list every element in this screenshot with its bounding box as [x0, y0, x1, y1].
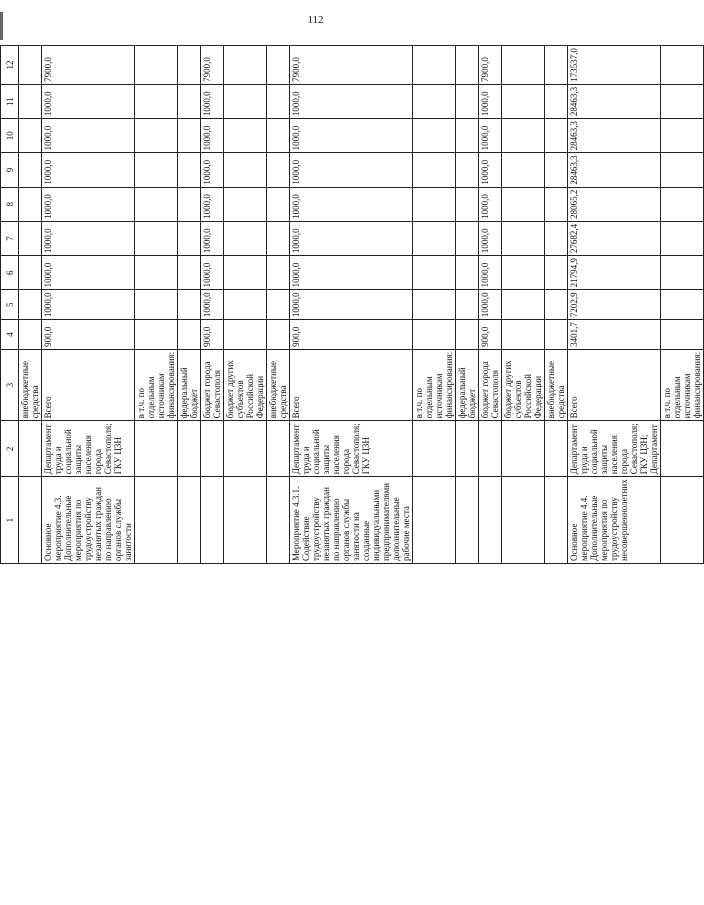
table-cell-col-12	[413, 46, 456, 85]
table-cell-col-7: 27682,4	[568, 221, 661, 255]
table-cell-col-6	[267, 256, 290, 290]
table-cell-col-7	[224, 221, 267, 255]
table-row	[413, 46, 456, 564]
table-cell-col-10: 1000,0	[290, 119, 413, 153]
table-cell-col-11	[456, 84, 479, 118]
table-cell-col-3: бюджет города Севастополя	[201, 349, 224, 420]
table-cell-col-2	[178, 421, 201, 477]
table-cell-col-7	[456, 221, 479, 255]
table-cell-col-5	[545, 290, 568, 320]
table-cell-col-2	[456, 421, 479, 477]
table-cell-col-9	[19, 153, 42, 187]
table-cell-col-9: 1000,0	[290, 153, 413, 187]
table-cell-col-4	[545, 320, 568, 350]
table-cell-col-12	[456, 46, 479, 85]
table-cell-col-7: 1000,0	[201, 221, 224, 255]
table-cell-col-6	[224, 256, 267, 290]
table-row	[135, 46, 178, 564]
table-cell-col-4	[661, 320, 704, 350]
table-cell-col-5: 1000,0	[290, 290, 413, 320]
column-header-2: 2	[1, 421, 19, 477]
table-cell-col-6: 1000,0	[201, 256, 224, 290]
column-header-12: 12	[1, 46, 19, 85]
table-cell-col-12: 7900,0	[290, 46, 413, 85]
table-cell-col-3: федеральный бюджет	[456, 349, 479, 420]
table-cell-col-11: 1000,0	[479, 84, 502, 118]
table-cell-col-7	[267, 221, 290, 255]
table-cell-col-8: 1000,0	[42, 187, 135, 221]
table-cell-col-1	[224, 477, 267, 564]
table-cell-col-12	[545, 46, 568, 85]
table-cell-col-9	[502, 153, 545, 187]
table-cell-col-11: 1000,0	[42, 84, 135, 118]
table-cell-col-1	[456, 477, 479, 564]
table-cell-col-8: 1000,0	[201, 187, 224, 221]
column-header-6: 6	[1, 256, 19, 290]
table-row	[290, 46, 413, 564]
table-cell-col-9	[224, 153, 267, 187]
table-cell-col-9: 1000,0	[201, 153, 224, 187]
table-cell-col-1	[135, 477, 178, 564]
table-cell-col-2	[479, 421, 502, 477]
table-cell-col-8	[456, 187, 479, 221]
table-cell-col-3: внебюджетные средства	[545, 349, 568, 420]
table-cell-col-6	[135, 256, 178, 290]
table-cell-col-5	[456, 290, 479, 320]
table-cell-col-3: бюджет других субъектов Российской Федерации	[224, 349, 267, 420]
table-cell-col-1	[413, 477, 456, 564]
table-cell-col-12	[267, 46, 290, 85]
table-cell-col-7	[135, 221, 178, 255]
table-cell-col-10: 1000,0	[479, 119, 502, 153]
table-cell-col-8	[19, 187, 42, 221]
table-cell-col-3: Всего	[568, 349, 661, 420]
table-cell-col-1	[661, 477, 704, 564]
table-cell-col-6	[456, 256, 479, 290]
table-cell-col-1	[267, 477, 290, 564]
column-header-9: 9	[1, 153, 19, 187]
table-cell-col-3: бюджет других субъектов Российской Федерации	[502, 349, 545, 420]
table-cell-col-7	[19, 221, 42, 255]
table-cell-col-9: 28463,3	[568, 153, 661, 187]
table-cell-col-9	[178, 153, 201, 187]
table-cell-col-2	[224, 421, 267, 477]
table-cell-col-11: 28463,3	[568, 84, 661, 118]
table-row	[267, 46, 290, 564]
table-row	[502, 46, 545, 564]
table-cell-col-4: 3401,7	[568, 320, 661, 350]
table-cell-col-10	[545, 119, 568, 153]
table-cell-col-5	[502, 290, 545, 320]
table-cell-col-7	[178, 221, 201, 255]
table-cell-col-12	[661, 46, 704, 85]
table-cell-col-12	[178, 46, 201, 85]
table-cell-col-2	[661, 421, 704, 477]
table-cell-col-8: 1000,0	[479, 187, 502, 221]
table-row	[19, 46, 42, 564]
table-cell-col-10: 1000,0	[42, 119, 135, 153]
table-cell-col-8: 1000,0	[290, 187, 413, 221]
table-row	[42, 46, 135, 564]
column-header-5: 5	[1, 290, 19, 320]
table-cell-col-6	[19, 256, 42, 290]
table-cell-col-5	[267, 290, 290, 320]
page-number: 112	[307, 14, 324, 26]
column-header-4: 4	[1, 320, 19, 350]
table-cell-col-4	[19, 320, 42, 350]
table-cell-col-8	[413, 187, 456, 221]
table-cell-col-6	[661, 256, 704, 290]
table-cell-col-10	[178, 119, 201, 153]
table-cell-col-4: 900,0	[42, 320, 135, 350]
table-cell-col-10	[661, 119, 704, 153]
table-cell-col-10	[456, 119, 479, 153]
table-cell-col-7	[502, 221, 545, 255]
table-cell-col-11	[135, 84, 178, 118]
table-cell-col-3: внебюджетные средства	[19, 349, 42, 420]
table-cell-col-11	[19, 84, 42, 118]
table-cell-col-7	[413, 221, 456, 255]
table-cell-col-5	[413, 290, 456, 320]
column-header-11: 11	[1, 84, 19, 118]
table-cell-col-12	[502, 46, 545, 85]
table-cell-col-3: в т.ч. по отдельным источникам финансирования:	[135, 349, 178, 420]
table-cell-col-12: 7900,0	[479, 46, 502, 85]
table-cell-col-7	[545, 221, 568, 255]
table-cell-col-5: 1000,0	[42, 290, 135, 320]
table-row	[661, 46, 704, 564]
table-row	[201, 46, 224, 564]
table-cell-col-3: федеральный бюджет	[178, 349, 201, 420]
table-cell-col-12: 7900,0	[201, 46, 224, 85]
table-cell-col-5	[19, 290, 42, 320]
table-cell-col-5	[224, 290, 267, 320]
table-cell-col-2	[267, 421, 290, 477]
table-cell-col-9	[267, 153, 290, 187]
table-row	[479, 46, 502, 564]
table-cell-col-4	[178, 320, 201, 350]
table-cell-col-10	[502, 119, 545, 153]
table-cell-col-9	[661, 153, 704, 187]
table-cell-col-3: Всего	[290, 349, 413, 420]
table-cell-col-8: 28065,2	[568, 187, 661, 221]
table-cell-col-2: Департамент труда и социальной защиты населения города Севастополя; ГКУ ЦЗН	[290, 421, 413, 477]
table-cell-col-5: 7202,9	[568, 290, 661, 320]
table-cell-col-1: Основное мероприятие 4.4. Дополнительные мероприятия по трудоустройству несовершеннолетних	[568, 477, 661, 564]
table-row	[568, 46, 661, 564]
table-row	[545, 46, 568, 564]
table-cell-col-9	[135, 153, 178, 187]
table-cell-col-2	[502, 421, 545, 477]
table-cell-col-2	[135, 421, 178, 477]
table-cell-col-10	[135, 119, 178, 153]
table-cell-col-5: 1000,0	[479, 290, 502, 320]
table-cell-col-4	[267, 320, 290, 350]
table-row	[456, 46, 479, 564]
table-cell-col-12	[19, 46, 42, 85]
table-cell-col-5	[135, 290, 178, 320]
table-cell-col-6: 1000,0	[290, 256, 413, 290]
budget-table	[0, 45, 704, 564]
table-cell-col-1	[545, 477, 568, 564]
table-cell-col-2: Департамент труда и социальной защиты населения города Севастополя; ГКУ ЦЗН; Департамент	[568, 421, 661, 477]
table-cell-col-3: в т.ч. по отдельным источникам финансирования:	[661, 349, 704, 420]
table-row	[224, 46, 267, 564]
table-cell-col-9: 1000,0	[42, 153, 135, 187]
table-cell-col-11: 1000,0	[290, 84, 413, 118]
table-cell-col-1: Мероприятие 4.3.1. Содействие трудоустройству незанятых граждан по направлению органов службы занятости на созданные индивидуальными предпринимателями дополнительные рабочие места	[290, 477, 413, 564]
table-cell-col-9: 1000,0	[479, 153, 502, 187]
table-cell-col-12	[135, 46, 178, 85]
table-cell-col-7: 1000,0	[479, 221, 502, 255]
table-cell-col-11: 1000,0	[201, 84, 224, 118]
column-header-7: 7	[1, 221, 19, 255]
table-cell-col-12: 7900,0	[42, 46, 135, 85]
table-row	[178, 46, 201, 564]
table-cell-col-9	[545, 153, 568, 187]
table-cell-col-8	[178, 187, 201, 221]
table-cell-col-5	[661, 290, 704, 320]
table-cell-col-4: 900,0	[201, 320, 224, 350]
table-cell-col-4	[224, 320, 267, 350]
table-cell-col-3: бюджет города Севастополя	[479, 349, 502, 420]
table-cell-col-2: Департамент труда и социальной защиты населения города Севастополя; ГКУ ЦЗН	[42, 421, 135, 477]
table-cell-col-2	[413, 421, 456, 477]
table-cell-col-5: 1000,0	[201, 290, 224, 320]
table-cell-col-9	[413, 153, 456, 187]
table-cell-col-11	[178, 84, 201, 118]
table-cell-col-6	[545, 256, 568, 290]
column-header-1: 1	[1, 477, 19, 564]
column-header-8: 8	[1, 187, 19, 221]
table-cell-col-2	[545, 421, 568, 477]
table-cell-col-10	[224, 119, 267, 153]
table-cell-col-1	[19, 477, 42, 564]
table-cell-col-10: 1000,0	[201, 119, 224, 153]
table-cell-col-3: внебюджетные средства	[267, 349, 290, 420]
table-cell-col-8	[135, 187, 178, 221]
table-cell-col-10: 28463,3	[568, 119, 661, 153]
table-cell-col-8	[661, 187, 704, 221]
table-cell-col-1	[178, 477, 201, 564]
table-cell-col-1	[479, 477, 502, 564]
table-cell-col-10	[413, 119, 456, 153]
table-cell-col-2	[19, 421, 42, 477]
table-cell-col-4: 900,0	[479, 320, 502, 350]
column-header-3: 3	[1, 349, 19, 420]
header-row	[1, 46, 19, 564]
table-cell-col-11	[224, 84, 267, 118]
table-cell-col-11	[267, 84, 290, 118]
table-cell-col-7: 1000,0	[290, 221, 413, 255]
table-cell-col-4	[456, 320, 479, 350]
table-cell-col-11	[545, 84, 568, 118]
table-cell-col-4	[413, 320, 456, 350]
table-cell-col-6	[178, 256, 201, 290]
table-cell-col-1	[201, 477, 224, 564]
table-cell-col-8	[502, 187, 545, 221]
table-cell-col-3: Всего	[42, 349, 135, 420]
table-cell-col-9	[456, 153, 479, 187]
table-cell-col-1	[502, 477, 545, 564]
table-cell-col-5	[178, 290, 201, 320]
table-cell-col-10	[19, 119, 42, 153]
table-cell-col-3: в т.ч. по отдельным источникам финансирования:	[413, 349, 456, 420]
table-cell-col-11	[502, 84, 545, 118]
table-cell-col-6: 21794,9	[568, 256, 661, 290]
table-cell-col-8	[545, 187, 568, 221]
table-cell-col-11	[413, 84, 456, 118]
column-header-10: 10	[1, 119, 19, 153]
table-cell-col-6	[413, 256, 456, 290]
table-cell-col-4: 900,0	[290, 320, 413, 350]
table-cell-col-7	[661, 221, 704, 255]
table-cell-col-4	[502, 320, 545, 350]
table-cell-col-2	[201, 421, 224, 477]
table-cell-col-7: 1000,0	[42, 221, 135, 255]
table-cell-col-11	[661, 84, 704, 118]
table-cell-col-12: 173537,0	[568, 46, 661, 85]
table-cell-col-1: Основное мероприятие 4.3. Дополнительные мероприятия по трудоустройству незанятых граждан по направлению органов службы занятости	[42, 477, 135, 564]
table-cell-col-6: 1000,0	[42, 256, 135, 290]
table-cell-col-6: 1000,0	[479, 256, 502, 290]
table-cell-col-8	[267, 187, 290, 221]
table-cell-col-4	[135, 320, 178, 350]
table-cell-col-8	[224, 187, 267, 221]
table-cell-col-6	[502, 256, 545, 290]
table-cell-col-10	[267, 119, 290, 153]
table-cell-col-12	[224, 46, 267, 85]
